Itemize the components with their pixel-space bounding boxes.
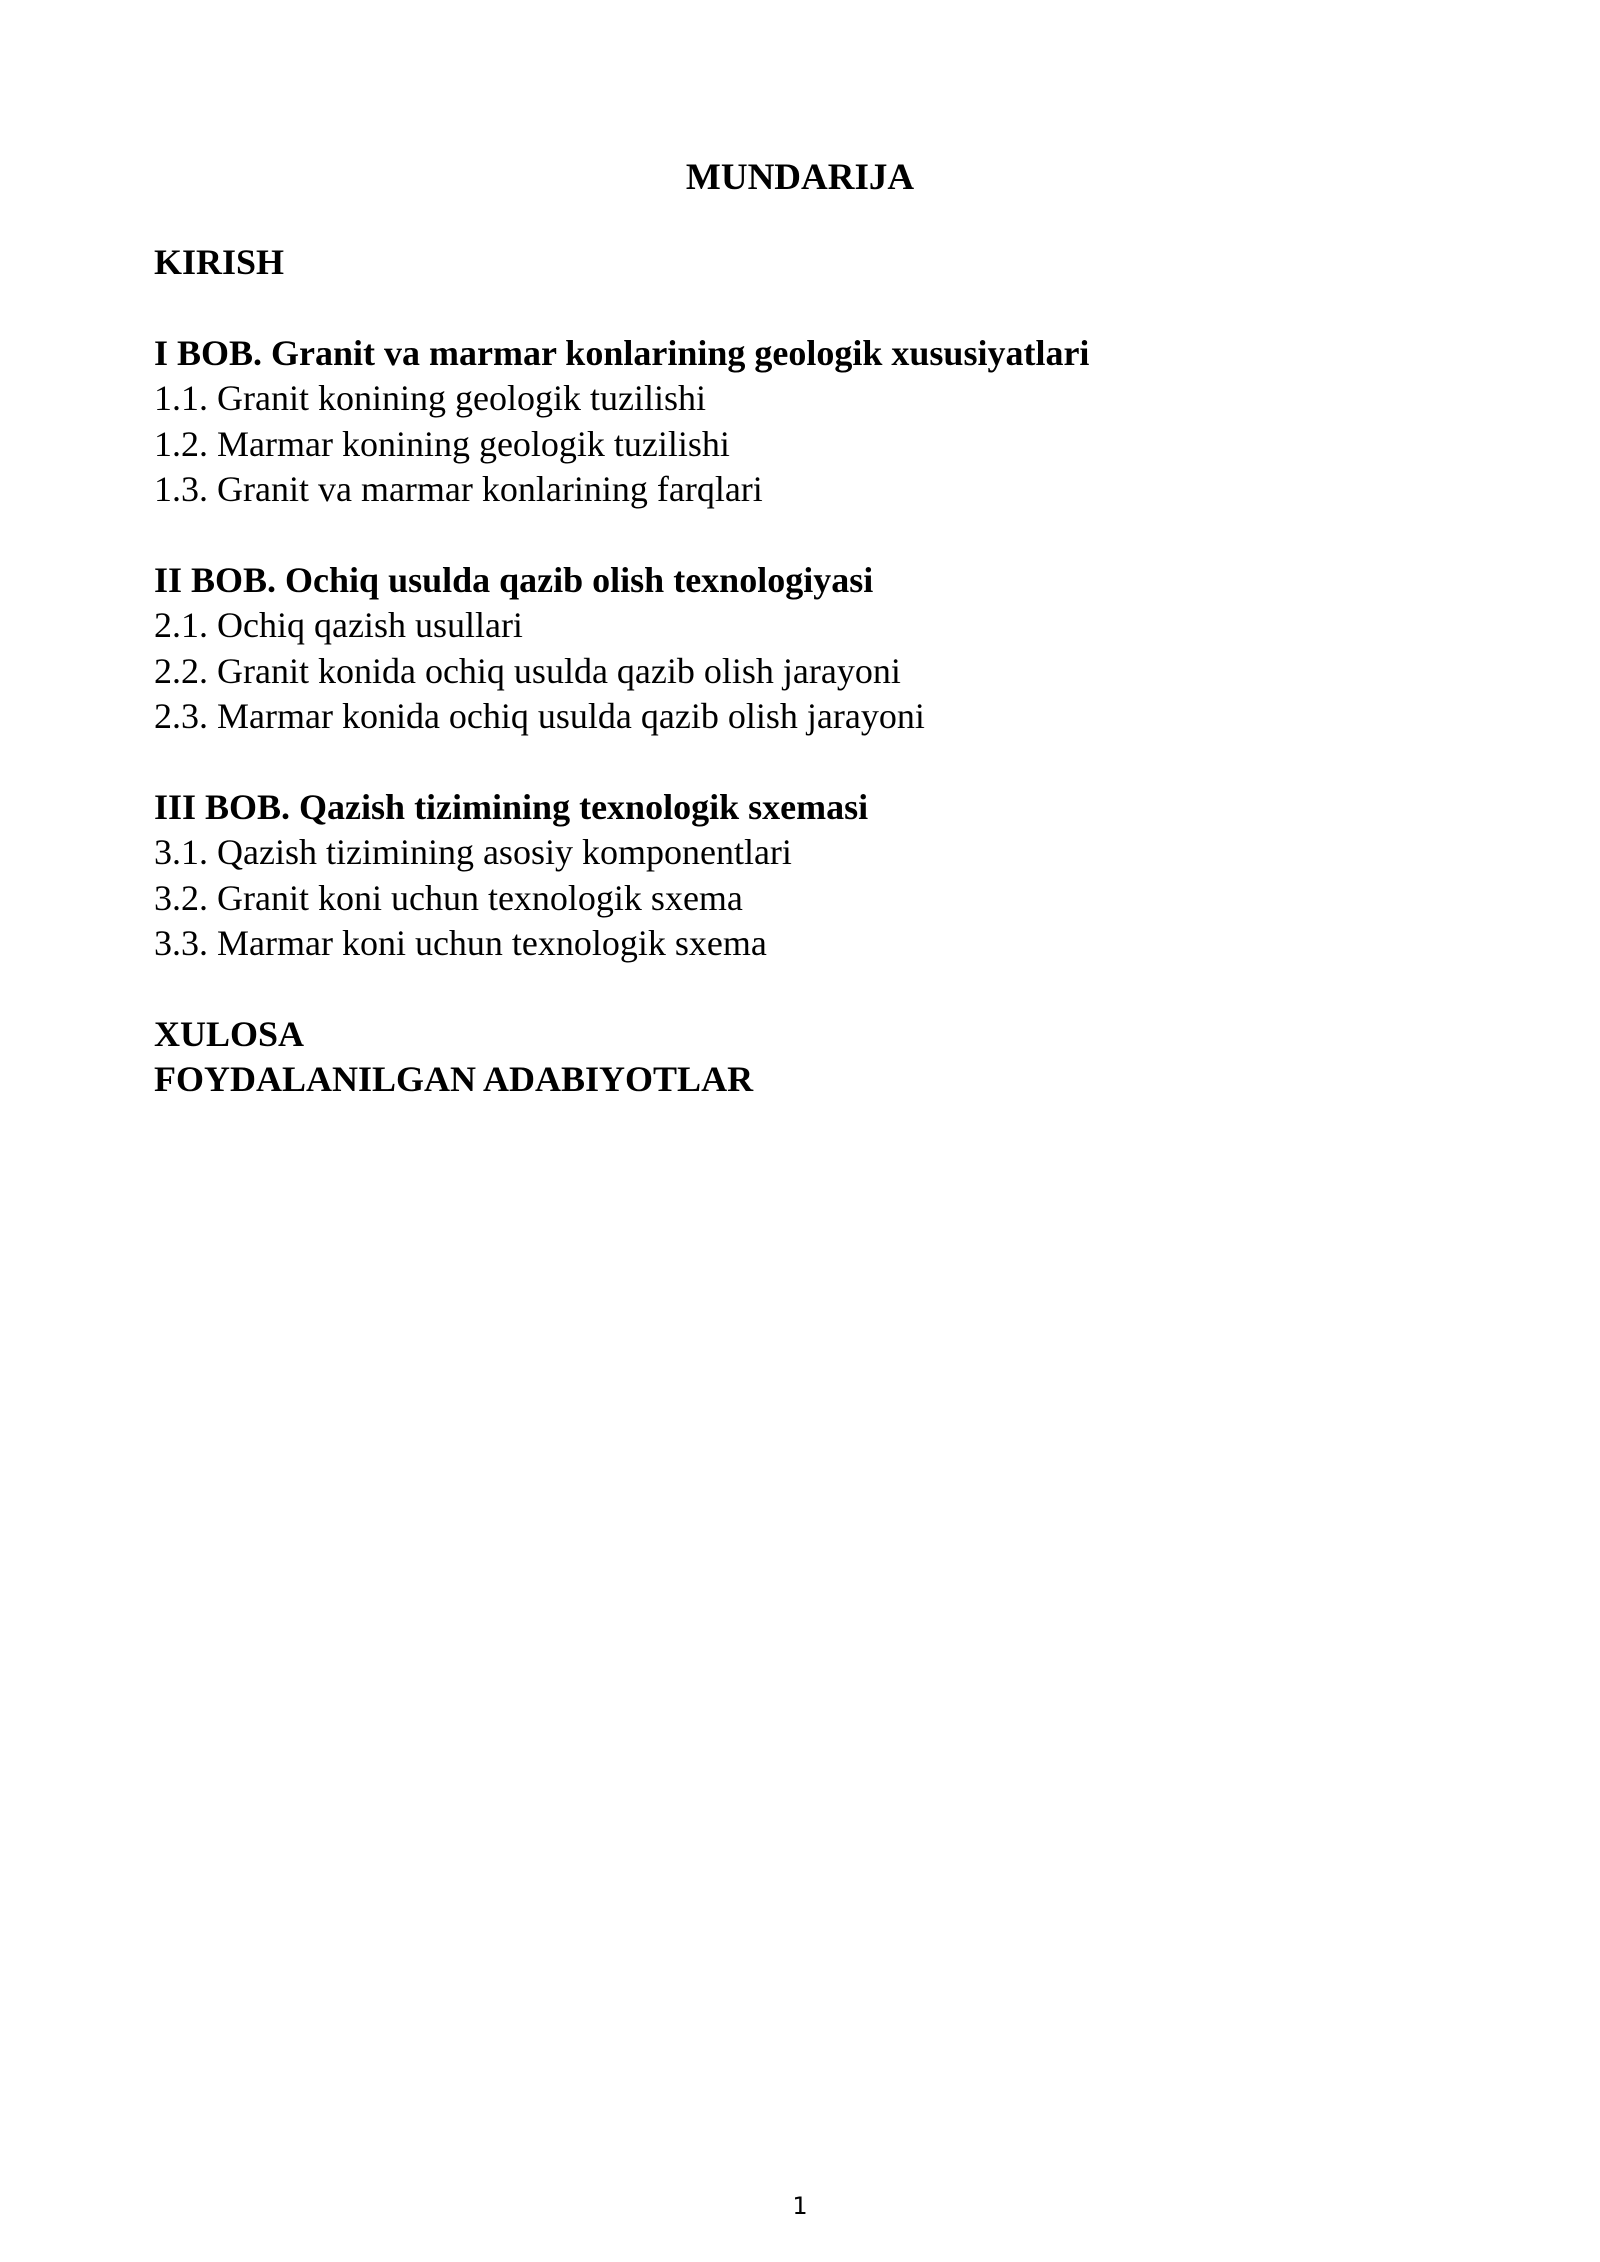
spacer (154, 513, 1454, 558)
page-number: 1 (792, 2192, 808, 2220)
spacer (154, 740, 1454, 785)
toc-section: 2.3. Marmar konida ochiq usulda qazib olish jarayoni (154, 696, 925, 736)
toc-chapter-2 (154, 558, 1454, 740)
toc-section: 2.2. Granit konida ochiq usulda qazib olish jarayoni (154, 650, 901, 691)
toc-section: 3.1. Qazish tizimining asosiy komponentlari (154, 832, 792, 872)
chapter-heading: I BOB. Granit va marmar konlarining geologik xususiyatlari (154, 332, 1090, 373)
chapter-heading: II BOB. Ochiq usulda qazib olish texnologiyasi (154, 559, 874, 600)
spacer (154, 286, 1454, 331)
toc-chapter-3 (154, 785, 1454, 967)
spacer (154, 967, 1454, 1012)
toc-conclusion: XULOSA (154, 1013, 305, 1054)
toc-section: 2.1. Ochiq qazish usullari (154, 605, 523, 645)
toc-section: 3.3. Marmar koni uchun texnologik sxema (154, 923, 767, 963)
page-title: MUNDARIJA (685, 157, 915, 198)
table-of-contents (154, 240, 1454, 1103)
toc-section: 1.2. Marmar konining geologik tuzilishi (154, 423, 730, 464)
toc-section: 3.2. Granit koni uchun texnologik sxema (154, 877, 743, 918)
toc-section: 1.3. Granit va marmar konlarining farqlari (154, 469, 763, 509)
toc-intro: KIRISH (154, 242, 285, 282)
toc-section: 1.1. Granit konining geologik tuzilishi (154, 378, 706, 418)
toc-chapter-1 (154, 331, 1454, 513)
toc-references: FOYDALANILGAN ADABIYOTLAR (154, 1059, 754, 1099)
chapter-heading: III BOB. Qazish tizimining texnologik sxemasi (154, 786, 869, 827)
